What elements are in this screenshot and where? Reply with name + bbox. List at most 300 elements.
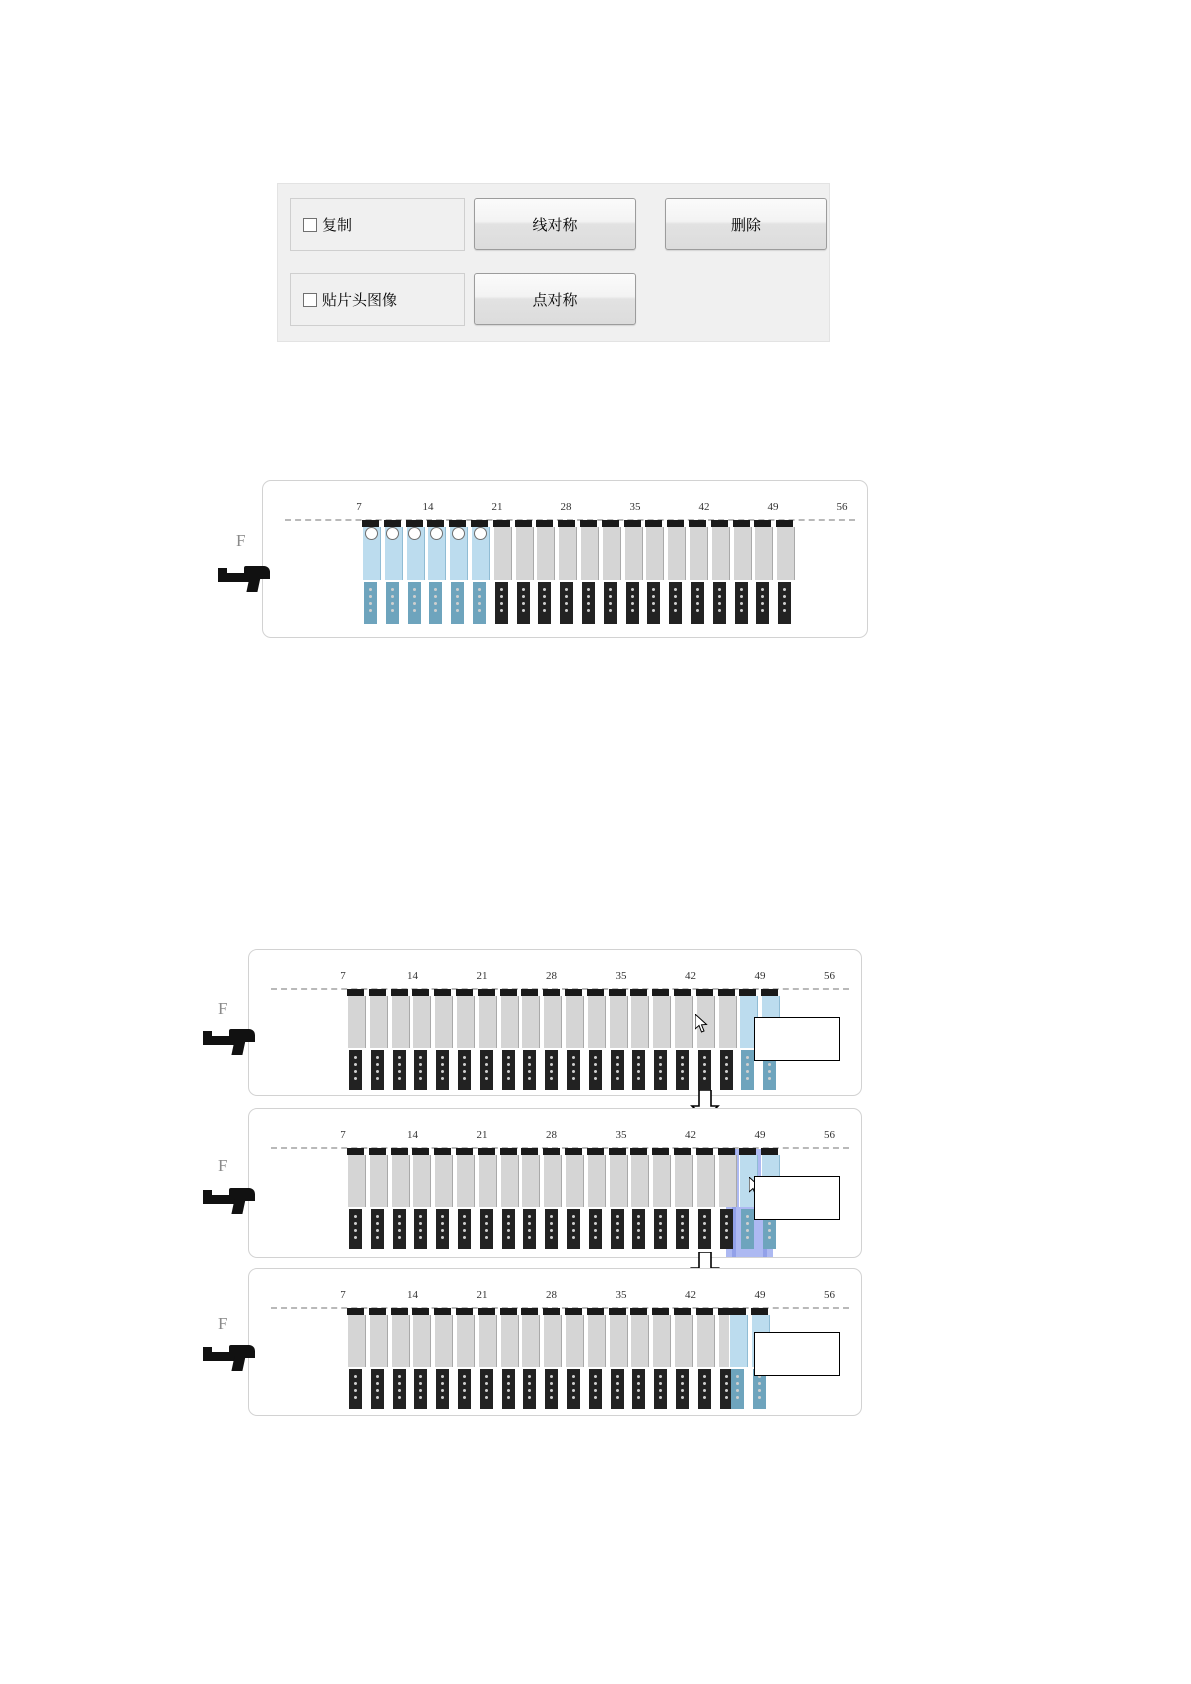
tape-hole bbox=[550, 1375, 553, 1378]
tape-hole bbox=[637, 1222, 640, 1225]
tape-hole bbox=[441, 1375, 444, 1378]
feeder-tape bbox=[502, 1209, 515, 1249]
ruler-tick-56: 56 bbox=[824, 970, 835, 982]
tape-hole bbox=[456, 602, 459, 605]
feeder-slot[interactable] bbox=[696, 1308, 713, 1367]
feeder-tape bbox=[611, 1209, 624, 1249]
tape-hole bbox=[703, 1375, 706, 1378]
tape-hole bbox=[740, 595, 743, 598]
feeder-slot[interactable] bbox=[696, 1148, 713, 1207]
tape-hole bbox=[725, 1063, 728, 1066]
tape-hole bbox=[419, 1222, 422, 1225]
feeder-cap bbox=[543, 1148, 560, 1155]
tape-hole bbox=[485, 1070, 488, 1073]
feeder-slot[interactable] bbox=[369, 1148, 386, 1207]
feeder-body bbox=[478, 1315, 497, 1367]
tape-hole bbox=[674, 609, 677, 612]
feeder-slot[interactable] bbox=[718, 989, 735, 1048]
tape-hole bbox=[419, 1063, 422, 1066]
feeder-body bbox=[630, 1155, 649, 1207]
tape-hole bbox=[463, 1077, 466, 1080]
tape-hole bbox=[572, 1056, 575, 1059]
feeder-slot[interactable] bbox=[412, 989, 429, 1048]
feeder-slot[interactable] bbox=[515, 520, 532, 580]
ruler-tick-35: 35 bbox=[615, 1129, 627, 1141]
tape-hole bbox=[681, 1382, 684, 1385]
tape-hole bbox=[550, 1389, 553, 1392]
tape-hole bbox=[398, 1215, 401, 1218]
copy-checkbox[interactable] bbox=[290, 198, 465, 251]
tape-hole bbox=[463, 1389, 466, 1392]
feeder-body bbox=[434, 996, 453, 1048]
feeder-tape bbox=[720, 1050, 733, 1090]
feeder-cap bbox=[543, 989, 560, 996]
feeder-cap bbox=[515, 520, 532, 527]
feeder-slot[interactable] bbox=[434, 1308, 451, 1367]
feeder-slot[interactable] bbox=[689, 520, 706, 580]
feeder-slot[interactable] bbox=[521, 1148, 538, 1207]
feeder-cap bbox=[369, 989, 386, 996]
tape-hole bbox=[441, 1389, 444, 1392]
tape-hole bbox=[550, 1056, 553, 1059]
feeder-body bbox=[521, 996, 540, 1048]
tape-hole bbox=[703, 1236, 706, 1239]
feeder-tape bbox=[676, 1369, 689, 1409]
ruler-tick-42: 42 bbox=[685, 1289, 696, 1301]
feeder-body bbox=[652, 996, 671, 1048]
tape-hole bbox=[376, 1396, 379, 1399]
tape-hole bbox=[637, 1396, 640, 1399]
tape-hole bbox=[485, 1063, 488, 1066]
tape-hole bbox=[659, 1389, 662, 1392]
feeder-slot[interactable] bbox=[347, 989, 364, 1048]
tape-hole bbox=[500, 595, 503, 598]
axis-label-f: F bbox=[218, 999, 228, 1018]
feeder-body bbox=[347, 1315, 366, 1367]
tape-hole bbox=[413, 595, 416, 598]
tape-hole bbox=[354, 1389, 357, 1392]
ruler-tick-7: 7 bbox=[340, 1289, 346, 1301]
tape-hole bbox=[376, 1215, 379, 1218]
feeder-body bbox=[456, 1155, 475, 1207]
feeder-slot[interactable] bbox=[609, 1148, 626, 1207]
ruler-tick-14: 14 bbox=[422, 501, 434, 513]
feeder-slot[interactable] bbox=[674, 1148, 691, 1207]
feeder-cap bbox=[630, 1148, 647, 1155]
feeder-cap bbox=[543, 1308, 560, 1315]
feeder-tape bbox=[523, 1209, 536, 1249]
feeder-cap bbox=[521, 1308, 538, 1315]
feeder-slot[interactable] bbox=[391, 1308, 408, 1367]
tape-hole bbox=[637, 1389, 640, 1392]
feeder-slot[interactable] bbox=[667, 520, 684, 580]
tape-hole bbox=[478, 602, 481, 605]
tape-hole bbox=[441, 1077, 444, 1080]
tape-hole bbox=[398, 1389, 401, 1392]
tape-hole bbox=[398, 1222, 401, 1225]
reel-indicator-icon bbox=[408, 527, 421, 540]
tape-hole bbox=[391, 588, 394, 591]
feeder-slot[interactable] bbox=[369, 1308, 386, 1367]
feeder-slot[interactable] bbox=[434, 989, 451, 1048]
tape-hole bbox=[616, 1070, 619, 1073]
feeder-slot[interactable] bbox=[652, 1148, 669, 1207]
point-symmetry-button[interactable]: 点对称 bbox=[474, 273, 636, 325]
feeder-slot[interactable] bbox=[652, 1308, 669, 1367]
tape-hole bbox=[485, 1375, 488, 1378]
feeder-tape bbox=[517, 582, 530, 624]
feeder-slot[interactable] bbox=[565, 1148, 582, 1207]
feeder-slot[interactable] bbox=[536, 520, 553, 580]
feeder-tape bbox=[545, 1050, 558, 1090]
tape-hole bbox=[528, 1389, 531, 1392]
feeder-cap bbox=[652, 1308, 669, 1315]
tape-hole bbox=[725, 1375, 728, 1378]
feeder-body bbox=[434, 1155, 453, 1207]
feeder-body bbox=[521, 1315, 540, 1367]
feeder-slot-moved[interactable] bbox=[729, 1308, 746, 1367]
feeder-tape bbox=[480, 1209, 493, 1249]
tape-hole bbox=[725, 1396, 728, 1399]
feeder-body bbox=[478, 996, 497, 1048]
feeder-slot[interactable] bbox=[602, 520, 619, 580]
feeder-body bbox=[493, 527, 512, 580]
tape-hole bbox=[485, 1396, 488, 1399]
ruler-tick-7: 7 bbox=[340, 970, 346, 982]
feeder-tape bbox=[560, 582, 573, 624]
tape-hole bbox=[783, 588, 786, 591]
feeder-cap bbox=[434, 1148, 451, 1155]
feeder-cap bbox=[384, 520, 401, 527]
feeder-slot[interactable] bbox=[624, 520, 641, 580]
tape-hole bbox=[419, 1396, 422, 1399]
tape-hole bbox=[703, 1229, 706, 1232]
copy-checkbox-label: 复制 bbox=[322, 217, 353, 234]
ruler-tick-28: 28 bbox=[546, 1289, 557, 1301]
feeder-tape bbox=[698, 1050, 711, 1090]
feeder-body bbox=[558, 527, 577, 580]
feeder-slot[interactable] bbox=[500, 1148, 517, 1207]
feeder-slot[interactable] bbox=[565, 1308, 582, 1367]
feeder-tape bbox=[698, 1209, 711, 1249]
tape-hole bbox=[354, 1222, 357, 1225]
feeder-slot[interactable] bbox=[412, 1308, 429, 1367]
tape-hole bbox=[740, 588, 743, 591]
feeder-slot[interactable] bbox=[434, 1148, 451, 1207]
ruler-tick-35: 35 bbox=[615, 1289, 627, 1301]
tape-hole bbox=[572, 1389, 575, 1392]
feeder-cap bbox=[674, 1148, 691, 1155]
feeder-slot[interactable] bbox=[587, 989, 604, 1048]
tape-hole bbox=[398, 1070, 401, 1073]
tape-hole bbox=[609, 602, 612, 605]
feeder-tape bbox=[632, 1050, 645, 1090]
tape-hole bbox=[376, 1375, 379, 1378]
feeder-slot[interactable] bbox=[500, 989, 517, 1048]
feeder-cap bbox=[471, 520, 488, 527]
feeder-body bbox=[674, 996, 693, 1048]
ruler-tick-49: 49 bbox=[767, 501, 779, 513]
feeder-slot[interactable] bbox=[565, 989, 582, 1048]
feeder-cap bbox=[630, 989, 647, 996]
tape-hole bbox=[681, 1236, 684, 1239]
feeder-body bbox=[456, 1315, 475, 1367]
checkbox-square-icon[interactable] bbox=[303, 293, 317, 307]
feeder-slot[interactable] bbox=[587, 1308, 604, 1367]
tape-hole bbox=[594, 1396, 597, 1399]
line-symmetry-button[interactable]: 线对称 bbox=[474, 198, 636, 250]
feeder-slot[interactable] bbox=[609, 989, 626, 1048]
feeder-body bbox=[515, 527, 534, 580]
feeder-slot[interactable] bbox=[493, 520, 510, 580]
feeder-slot[interactable] bbox=[587, 1148, 604, 1207]
tape-hole bbox=[550, 1077, 553, 1080]
feeder-cap bbox=[602, 520, 619, 527]
feeder-slot[interactable] bbox=[478, 1148, 495, 1207]
tape-hole bbox=[768, 1222, 771, 1225]
feeder-tape bbox=[371, 1050, 384, 1090]
feeder-cap bbox=[609, 1148, 626, 1155]
feeder-slot[interactable] bbox=[521, 989, 538, 1048]
tape-hole bbox=[391, 602, 394, 605]
feeder-slot[interactable] bbox=[652, 989, 669, 1048]
tape-hole bbox=[761, 588, 764, 591]
tape-hole bbox=[463, 1382, 466, 1385]
tape-hole bbox=[463, 1063, 466, 1066]
feeder-slot[interactable] bbox=[456, 1148, 473, 1207]
feeder-slot[interactable] bbox=[776, 520, 793, 580]
feeder-slot[interactable] bbox=[369, 989, 386, 1048]
feeder-cap bbox=[456, 1148, 473, 1155]
delete-button[interactable]: 删除 bbox=[665, 198, 827, 250]
feeder-body bbox=[645, 527, 664, 580]
tape-hole bbox=[507, 1077, 510, 1080]
tape-hole bbox=[485, 1222, 488, 1225]
feeder-cap bbox=[434, 1308, 451, 1315]
tape-hole bbox=[507, 1222, 510, 1225]
feeder-body bbox=[543, 1315, 562, 1367]
feeder-slot[interactable] bbox=[412, 1148, 429, 1207]
tape-hole bbox=[369, 609, 372, 612]
feeder-slot[interactable] bbox=[456, 989, 473, 1048]
placement-head-icon bbox=[203, 1345, 255, 1371]
tape-hole bbox=[419, 1375, 422, 1378]
tape-hole bbox=[354, 1396, 357, 1399]
tape-hole bbox=[507, 1056, 510, 1059]
feeder-slot[interactable] bbox=[347, 1148, 364, 1207]
feeder-cap bbox=[645, 520, 662, 527]
feeder-slot[interactable] bbox=[733, 520, 750, 580]
feeder-slot[interactable] bbox=[391, 1148, 408, 1207]
tape-hole bbox=[616, 1396, 619, 1399]
head-image-checkbox[interactable] bbox=[290, 273, 465, 326]
tape-hole bbox=[696, 609, 699, 612]
checkbox-square-icon[interactable] bbox=[303, 218, 317, 232]
tape-hole bbox=[565, 588, 568, 591]
feeder-tape bbox=[364, 582, 377, 624]
feeder-tape bbox=[654, 1369, 667, 1409]
tape-hole bbox=[528, 1215, 531, 1218]
tape-hole bbox=[419, 1070, 422, 1073]
tape-hole bbox=[718, 602, 721, 605]
feeder-slot[interactable] bbox=[456, 1308, 473, 1367]
tape-hole bbox=[758, 1396, 761, 1399]
tape-hole bbox=[507, 1382, 510, 1385]
feeder-slot[interactable] bbox=[543, 1308, 560, 1367]
tape-hole bbox=[609, 595, 612, 598]
feeder-tape bbox=[778, 582, 791, 624]
feeder-slot[interactable] bbox=[521, 1308, 538, 1367]
feeder-tape bbox=[611, 1050, 624, 1090]
tape-hole bbox=[587, 602, 590, 605]
tape-hole bbox=[783, 595, 786, 598]
feeder-tape bbox=[632, 1209, 645, 1249]
tape-hole bbox=[376, 1077, 379, 1080]
ruler-tick-28: 28 bbox=[546, 970, 557, 982]
feeder-cap bbox=[587, 989, 604, 996]
feeder-bank-panel-before[interactable] bbox=[262, 480, 868, 638]
feeder-cap bbox=[347, 1308, 364, 1315]
tape-hole bbox=[594, 1070, 597, 1073]
tape-hole bbox=[528, 1236, 531, 1239]
tape-hole bbox=[637, 1236, 640, 1239]
feeder-tape bbox=[436, 1050, 449, 1090]
feeder-slot[interactable] bbox=[478, 1308, 495, 1367]
feeder-slot[interactable] bbox=[478, 989, 495, 1048]
tape-hole bbox=[740, 609, 743, 612]
feeder-cap bbox=[696, 1148, 713, 1155]
tape-hole bbox=[725, 1077, 728, 1080]
tape-hole bbox=[674, 588, 677, 591]
feeder-body bbox=[369, 1155, 388, 1207]
feeder-cap bbox=[456, 989, 473, 996]
feeder-tape bbox=[669, 582, 682, 624]
tape-hole bbox=[758, 1382, 761, 1385]
feeder-tape bbox=[604, 582, 617, 624]
feeder-tape bbox=[414, 1050, 427, 1090]
tape-hole bbox=[376, 1070, 379, 1073]
toolbar-row-1 bbox=[278, 198, 829, 258]
tape-hole bbox=[616, 1375, 619, 1378]
feeder-body bbox=[500, 1315, 519, 1367]
feeder-tape bbox=[386, 582, 399, 624]
reel-indicator-icon bbox=[452, 527, 465, 540]
feeder-slot[interactable] bbox=[347, 1308, 364, 1367]
callout-box bbox=[754, 1176, 840, 1220]
feeder-body bbox=[587, 996, 606, 1048]
reel-indicator-icon bbox=[474, 527, 487, 540]
feeder-body bbox=[565, 1315, 584, 1367]
tape-hole bbox=[528, 1375, 531, 1378]
tape-hole bbox=[746, 1229, 749, 1232]
feeder-body bbox=[369, 996, 388, 1048]
feeder-cap bbox=[500, 1148, 517, 1155]
tape-hole bbox=[441, 1070, 444, 1073]
tape-hole bbox=[485, 1229, 488, 1232]
feeder-tape bbox=[582, 582, 595, 624]
feeder-slot[interactable] bbox=[630, 1148, 647, 1207]
feeder-slot[interactable] bbox=[609, 1308, 626, 1367]
toolbar-row-2 bbox=[278, 273, 829, 333]
tape-hole bbox=[543, 595, 546, 598]
tape-hole bbox=[419, 1382, 422, 1385]
tape-hole bbox=[652, 609, 655, 612]
feeder-slot[interactable] bbox=[543, 1148, 560, 1207]
tape-hole bbox=[398, 1056, 401, 1059]
feeder-slot[interactable] bbox=[391, 989, 408, 1048]
feeder-slot[interactable] bbox=[558, 520, 575, 580]
tape-hole bbox=[616, 1229, 619, 1232]
tape-hole bbox=[434, 595, 437, 598]
ruler-tick-35: 35 bbox=[629, 501, 641, 513]
tape-hole bbox=[637, 1077, 640, 1080]
feeder-tape bbox=[538, 582, 551, 624]
feeder-tape bbox=[349, 1209, 362, 1249]
feeder-slot[interactable] bbox=[718, 1148, 735, 1207]
tape-hole bbox=[528, 1077, 531, 1080]
tape-hole bbox=[768, 1229, 771, 1232]
tape-hole bbox=[587, 595, 590, 598]
feeder-slot[interactable] bbox=[754, 520, 771, 580]
feeder-slot[interactable] bbox=[500, 1308, 517, 1367]
tape-hole bbox=[681, 1215, 684, 1218]
feeder-tape bbox=[735, 582, 748, 624]
tape-hole bbox=[616, 1382, 619, 1385]
feeder-body bbox=[587, 1315, 606, 1367]
feeder-body bbox=[711, 527, 730, 580]
feeder-slot[interactable] bbox=[645, 520, 662, 580]
tape-hole bbox=[485, 1077, 488, 1080]
feeder-body bbox=[718, 996, 737, 1048]
tape-hole bbox=[528, 1222, 531, 1225]
feeder-slot[interactable] bbox=[630, 1308, 647, 1367]
feeder-slot[interactable] bbox=[580, 520, 597, 580]
tape-hole bbox=[463, 1056, 466, 1059]
tape-hole bbox=[572, 1063, 575, 1066]
feeder-cap bbox=[558, 520, 575, 527]
feeder-cap bbox=[478, 1308, 495, 1315]
tape-hole bbox=[616, 1077, 619, 1080]
feeder-slot[interactable] bbox=[674, 989, 691, 1048]
tape-hole bbox=[572, 1070, 575, 1073]
tape-hole bbox=[398, 1236, 401, 1239]
feeder-cap bbox=[565, 989, 582, 996]
feeder-tape bbox=[756, 582, 769, 624]
feeder-cap bbox=[434, 989, 451, 996]
ruler-tick-49: 49 bbox=[754, 1129, 766, 1141]
feeder-cap bbox=[565, 1308, 582, 1315]
feeder-tape bbox=[451, 582, 464, 624]
tape-hole bbox=[703, 1070, 706, 1073]
tape-hole bbox=[761, 602, 764, 605]
feeder-slot[interactable] bbox=[711, 520, 728, 580]
tape-hole bbox=[768, 1070, 771, 1073]
feeder-slot[interactable] bbox=[543, 989, 560, 1048]
feeder-cap bbox=[609, 1308, 626, 1315]
tape-hole bbox=[354, 1063, 357, 1066]
tape-hole bbox=[725, 1215, 728, 1218]
head-image-checkbox-label: 贴片头图像 bbox=[322, 292, 398, 309]
tape-hole bbox=[587, 588, 590, 591]
tape-hole bbox=[419, 1056, 422, 1059]
tape-hole bbox=[441, 1063, 444, 1066]
feeder-cap bbox=[521, 989, 538, 996]
feeder-cap bbox=[580, 520, 597, 527]
feeder-slot[interactable] bbox=[630, 989, 647, 1048]
tape-hole bbox=[594, 1077, 597, 1080]
feeder-slot[interactable] bbox=[674, 1308, 691, 1367]
feeder-body bbox=[347, 996, 366, 1048]
